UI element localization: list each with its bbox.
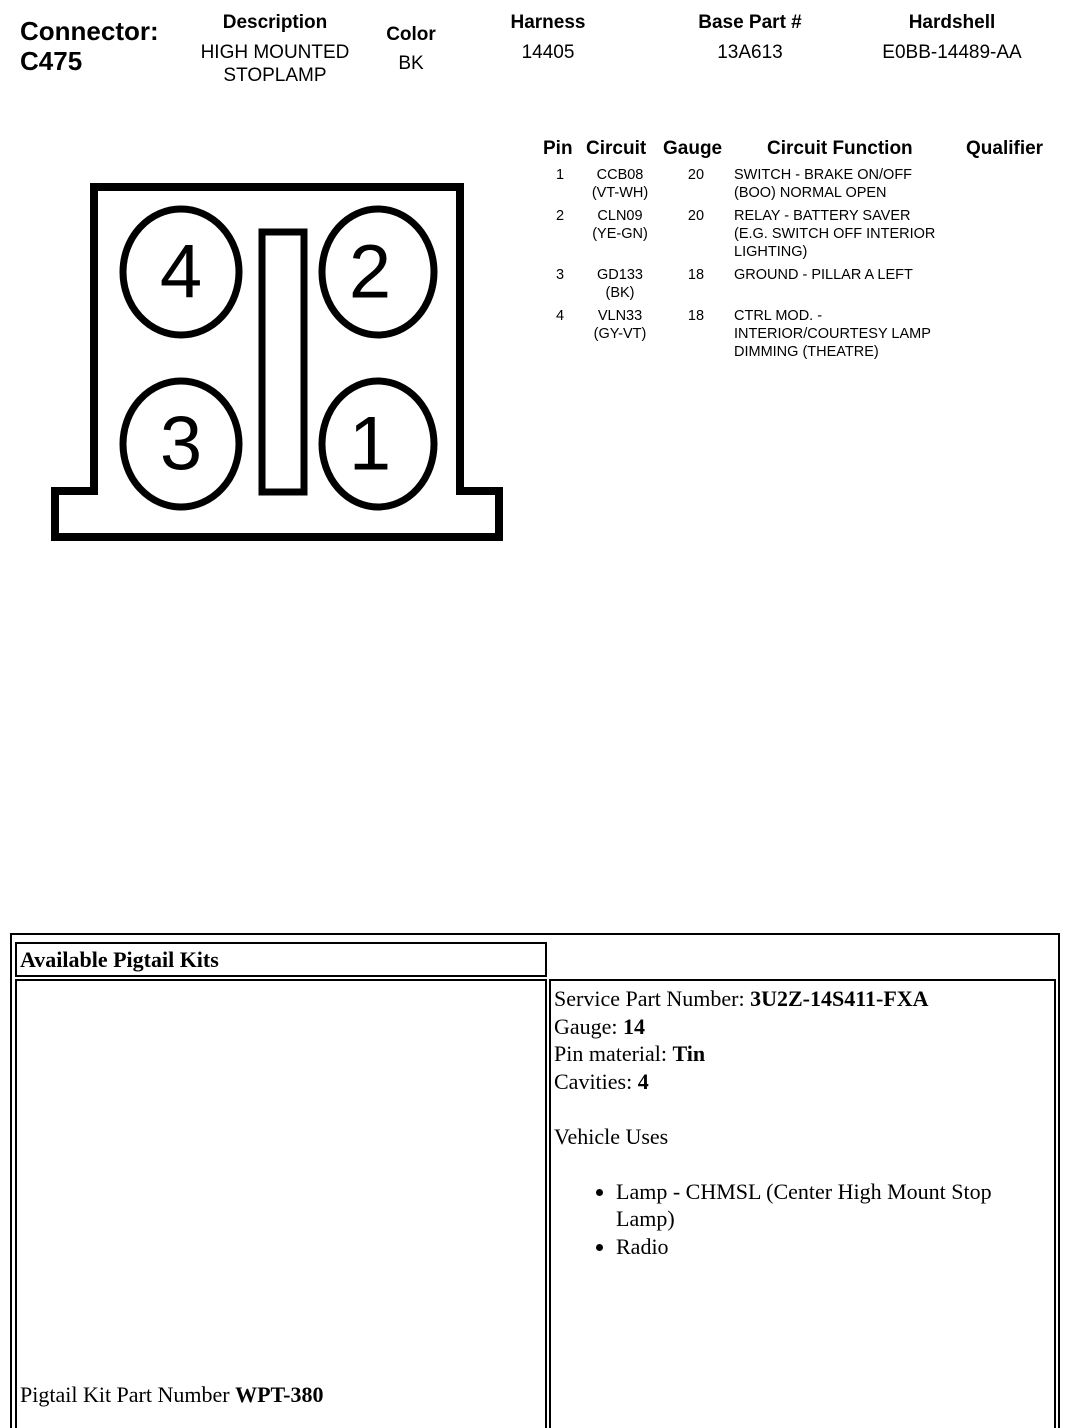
pigtail-kit-left-cell	[15, 979, 547, 1428]
pigtail-title-cell	[15, 942, 547, 977]
circuit-code: VLN33 (GY-VT)	[593, 308, 647, 342]
description-line-2: STOPLAMP	[223, 65, 327, 86]
connector-label: Connector:	[20, 16, 159, 46]
vehicle-use-item: • Radio	[616, 1233, 1049, 1261]
gauge-value: 18	[687, 308, 705, 324]
pin-number: 1	[555, 167, 565, 183]
vehicle-uses-label: Vehicle Uses	[554, 1123, 669, 1149]
center-key-slot	[262, 232, 304, 492]
gauge-value: 18	[687, 267, 705, 283]
connector-id: C475	[20, 46, 83, 76]
cavity-label-3: 3	[159, 401, 203, 487]
circuit-function: SWITCH - BRAKE ON/OFF (BOO) NORMAL OPEN	[734, 167, 913, 201]
pigtail-kit-part	[20, 1381, 324, 1409]
circuit-code: CLN09 (YE-GN)	[592, 208, 648, 242]
circuit-function: GROUND - PILLAR A LEFT	[734, 267, 913, 283]
hardshell-header: Hardshell	[908, 12, 996, 33]
circuit-function: RELAY - BATTERY SAVER (E.G. SWITCH OFF INTERIOR LIGHTING)	[734, 208, 936, 260]
description-line-1: HIGH MOUNTED	[200, 42, 350, 63]
harness-header: Harness	[510, 12, 586, 33]
pigtail-details	[554, 985, 1049, 1260]
connector-housing	[55, 187, 499, 537]
connector-title	[20, 16, 159, 76]
cavities-line: Cavities: 4	[554, 1068, 649, 1094]
gauge-value: 20	[687, 208, 705, 224]
circuit-code: GD133 (BK)	[597, 267, 643, 301]
gauge-value: 20	[687, 167, 705, 183]
pigtail-title: Available Pigtail Kits	[20, 947, 219, 972]
circuit-function-header: Circuit Function	[767, 138, 913, 159]
pin-number: 2	[555, 208, 565, 224]
description-header: Description	[222, 12, 328, 33]
hardshell-value: E0BB-14489-AA	[882, 42, 1022, 63]
qualifier-header: Qualifier	[966, 138, 1044, 159]
harness-value: 14405	[521, 42, 575, 63]
pin-number: 4	[555, 308, 565, 324]
gauge-line: Gauge: 14	[554, 1013, 646, 1039]
pigtail-kit-details-cell	[549, 979, 1056, 1428]
cavity-label-4: 4	[159, 229, 203, 315]
pin-header: Pin	[543, 138, 573, 159]
connector-face-diagram	[48, 180, 508, 542]
vehicle-uses-list	[554, 1178, 1049, 1261]
circuit-function: CTRL MOD. - INTERIOR/COURTESY LAMP DIMMING (THEATRE)	[734, 308, 931, 360]
color-value: BK	[398, 53, 424, 74]
service-part-number: Service Part Number: 3U2Z-14S411-FXA	[554, 986, 929, 1011]
pin-number: 3	[555, 267, 565, 283]
base-part-value: 13A613	[717, 42, 783, 63]
vehicle-use-item: • Lamp - CHMSL (Center High Mount Stop Lamp)	[616, 1178, 1049, 1233]
kit-part-value: WPT-380	[235, 1382, 324, 1407]
circuit-code: CCB08 (VT-WH)	[591, 167, 649, 201]
cavity-label-1: 1	[348, 401, 392, 487]
description-value	[175, 41, 375, 87]
gauge-header: Gauge	[663, 138, 723, 159]
pin-material-line: Pin material: Tin	[554, 1041, 706, 1066]
kit-part-label: Pigtail Kit Part Number	[20, 1382, 236, 1407]
circuit-header: Circuit	[586, 138, 647, 159]
base-part-header: Base Part #	[698, 12, 802, 33]
color-header: Color	[386, 24, 436, 45]
cavity-label-2: 2	[348, 229, 392, 315]
